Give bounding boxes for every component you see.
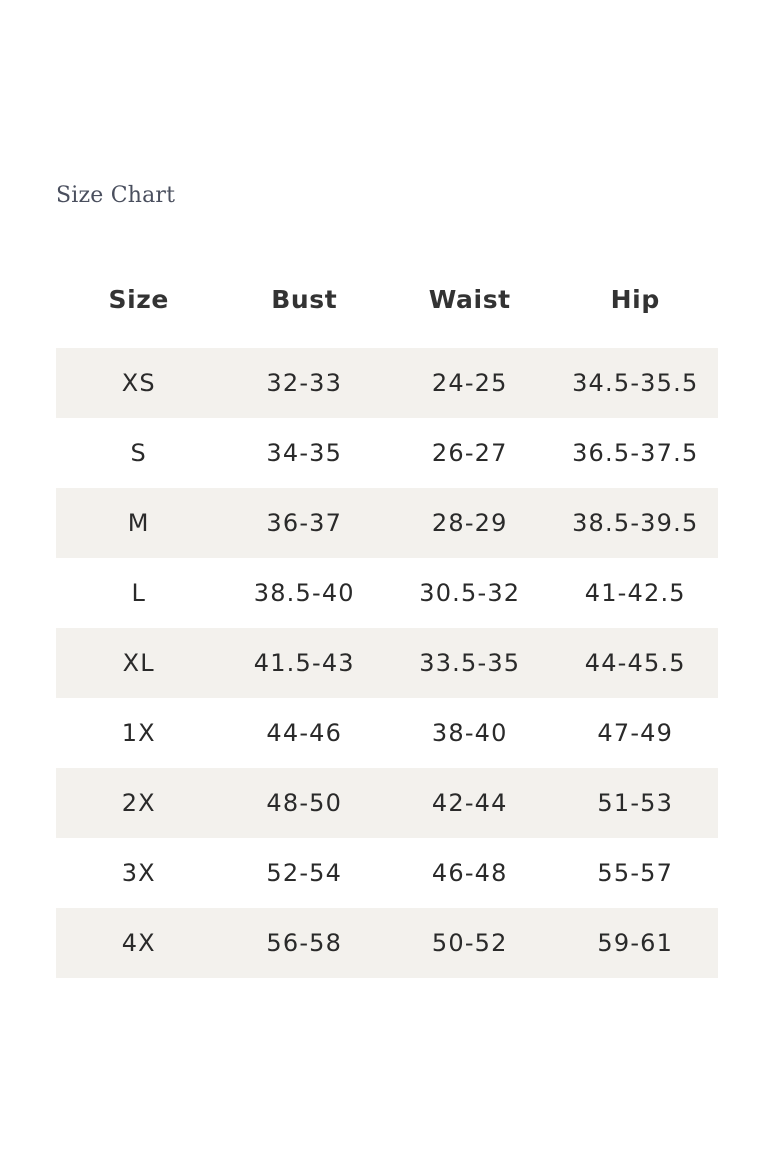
table-body [56, 348, 718, 978]
cell-waist: 46-48 [431, 859, 508, 887]
cell-hip: 51-53 [597, 789, 674, 817]
table-row [56, 628, 718, 698]
cell-size: S [130, 439, 147, 467]
size-table [56, 264, 718, 978]
header-spacer [56, 334, 718, 348]
table-row [56, 838, 718, 908]
cell-bust: 36-37 [266, 509, 343, 537]
cell-size: XS [121, 369, 156, 397]
table-row [56, 908, 718, 978]
table-row [56, 558, 718, 628]
column-header-size: Size [108, 284, 169, 314]
cell-bust: 48-50 [266, 789, 343, 817]
cell-bust: 38.5-40 [253, 579, 355, 607]
cell-waist: 33.5-35 [419, 649, 521, 677]
cell-bust: 52-54 [266, 859, 343, 887]
cell-hip: 36.5-37.5 [572, 439, 699, 467]
cell-hip: 41-42.5 [584, 579, 686, 607]
table-row [56, 488, 718, 558]
cell-bust: 56-58 [266, 929, 343, 957]
column-header-hip: Hip [610, 284, 660, 314]
page-title: Size Chart [56, 183, 176, 208]
table-row [56, 698, 718, 768]
cell-size: XL [122, 649, 155, 677]
cell-size: 3X [121, 859, 156, 887]
cell-waist: 50-52 [431, 929, 508, 957]
cell-hip: 59-61 [597, 929, 674, 957]
cell-hip: 55-57 [597, 859, 674, 887]
cell-hip: 47-49 [597, 719, 674, 747]
cell-bust: 34-35 [266, 439, 343, 467]
cell-waist: 30.5-32 [419, 579, 521, 607]
cell-size: 4X [121, 929, 156, 957]
cell-size: L [131, 579, 147, 607]
cell-size: 1X [121, 719, 156, 747]
column-header-waist: Waist [428, 284, 511, 314]
cell-size: 2X [121, 789, 156, 817]
table-header-row [56, 264, 718, 334]
cell-waist: 38-40 [431, 719, 508, 747]
cell-waist: 26-27 [431, 439, 508, 467]
cell-size: M [127, 509, 150, 537]
cell-waist: 28-29 [431, 509, 508, 537]
cell-waist: 24-25 [431, 369, 508, 397]
cell-hip: 34.5-35.5 [572, 369, 699, 397]
table-row [56, 768, 718, 838]
table-row [56, 348, 718, 418]
cell-waist: 42-44 [431, 789, 508, 817]
cell-hip: 44-45.5 [584, 649, 686, 677]
cell-bust: 32-33 [266, 369, 343, 397]
column-header-bust: Bust [271, 284, 338, 314]
cell-bust: 41.5-43 [253, 649, 355, 677]
cell-bust: 44-46 [266, 719, 343, 747]
cell-hip: 38.5-39.5 [572, 509, 699, 537]
table-row [56, 418, 718, 488]
